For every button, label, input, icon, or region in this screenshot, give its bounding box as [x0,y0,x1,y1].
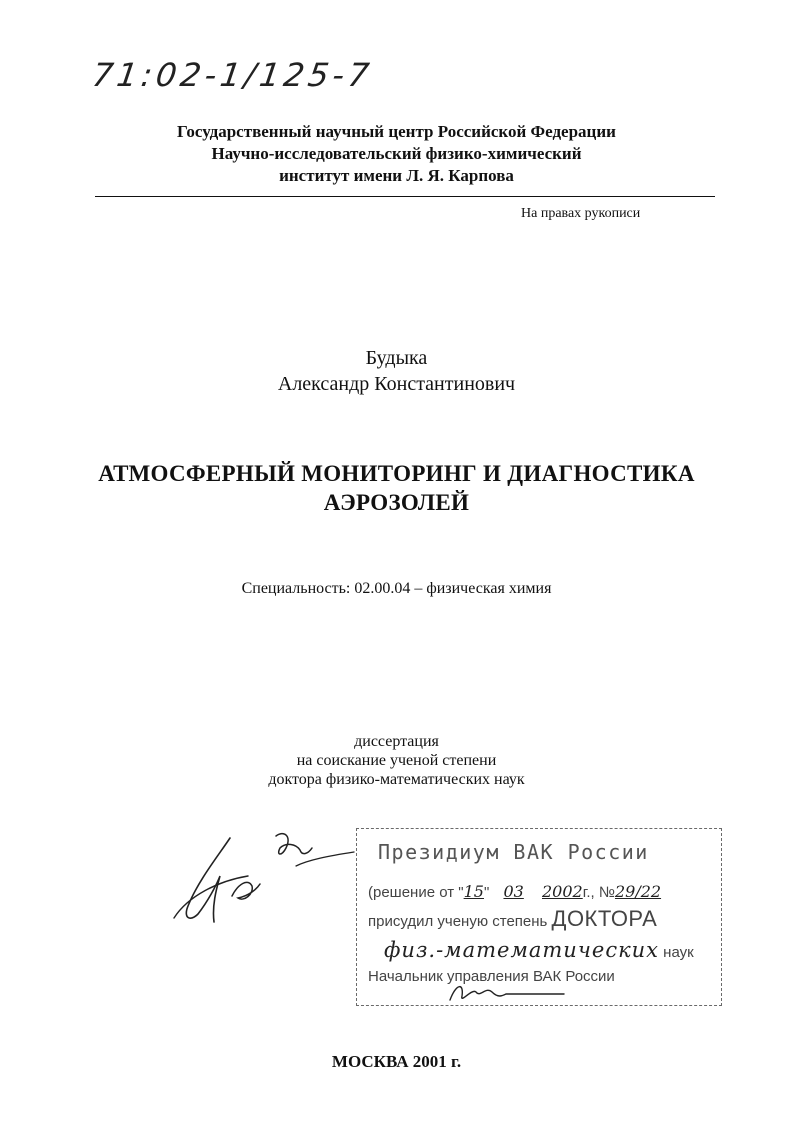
stamp-decision-line [368,882,661,901]
stamp-field-handwritten: физ.-математических [384,938,659,962]
degree-line-2: на соискание ученой степени [296,752,497,769]
stamp-month: 03 [503,882,524,901]
specialty: Специальность: 02.00.04 – физическая химия [241,580,552,597]
signature [168,826,368,936]
thesis-title-line-2: АЭРОЗОЛЕЙ [323,490,470,515]
stamp-year: 2002 [542,882,583,901]
header-divider [95,196,715,197]
stamp-awarded-line [368,906,657,932]
stamp-field-suffix: наук [663,944,694,961]
stamp-mid-quote: " [483,884,490,901]
stamp-head-line: Начальник управления ВАК России [368,968,615,985]
vak-stamp [356,828,724,1008]
degree-line-1: диссертация [354,733,439,750]
stamp-title: Президиум ВАК России [378,840,649,864]
institution-line-2: Научно-исследовательский физико-химический [211,144,582,163]
stamp-signature [446,978,566,1006]
author-given-names: Александр Константинович [277,373,516,395]
stamp-day: 15 [463,882,484,901]
stamp-decision-prefix: (решение от " [368,884,464,901]
stamp-awarded-degree: ДОКТОРА [551,906,658,931]
city-year: МОСКВА 2001 г. [331,1052,462,1071]
archive-code: 71:02-1/125-7 [90,56,376,94]
degree-line-3: доктора физико-математических наук [268,771,525,788]
thesis-title-line-1: АТМОСФЕРНЫЙ МОНИТОРИНГ И ДИАГНОСТИКА [98,461,695,486]
stamp-year-suffix: г., № [582,884,615,901]
stamp-awarded-prefix: присудил ученую степень [368,913,548,930]
stamp-field-line [384,938,694,962]
author-surname: Будыка [365,347,428,369]
institution-line-3: институт имени Л. Я. Карпова [279,166,514,185]
rights-notice: На правах рукописи [521,206,641,221]
stamp-number: 29/22 [614,882,662,901]
institution-line-1: Государственный научный центр Российской Федерации [177,122,616,141]
